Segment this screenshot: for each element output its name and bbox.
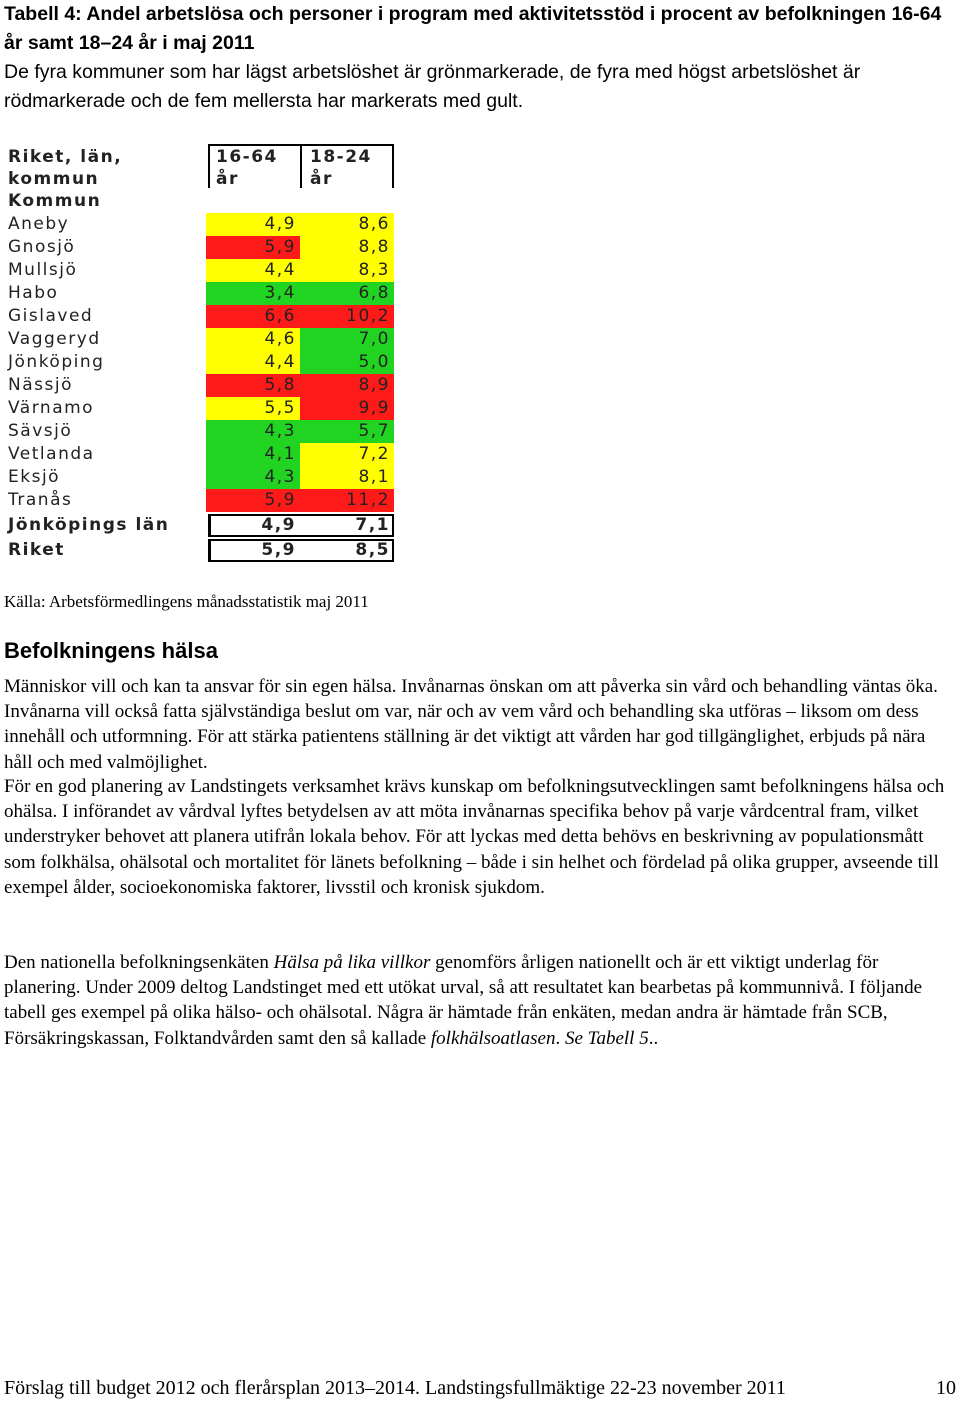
value-18-24: 8,3 (300, 259, 394, 282)
value-18-24: 6,8 (300, 282, 394, 305)
value-18-24: 7,2 (300, 443, 394, 466)
table-row (4, 282, 394, 305)
value-16-64: 5,8 (206, 374, 300, 397)
paragraph-3-part-e: . (555, 1027, 565, 1049)
unemployment-table (4, 144, 394, 562)
summary-16-64: 5,9 (261, 540, 296, 560)
table-caption-description: De fyra kommuner som har lägst arbetslöshet är grönmarkerade, de fyra med högst arbetslöshet är rödmarkerade och de fem mellersta har markerats med gult. (4, 61, 861, 112)
municipality-name: Habo (8, 283, 59, 303)
table-row (4, 443, 394, 466)
municipality-name: Vetlanda (8, 444, 95, 464)
value-18-24: 5,7 (300, 420, 394, 443)
table-row (4, 397, 394, 420)
value-16-64: 4,9 (206, 213, 300, 236)
table-reference: Se Tabell 5 (564, 1027, 649, 1049)
value-16-64: 5,5 (206, 397, 300, 420)
value-16-64: 5,9 (206, 236, 300, 259)
paragraph-3-part-c: genomförs årligen nationellt och är ett viktigt underlag för planering. Under 2009 deltog Landstinget med ett utökat urval, så att resultatet kan bearbetas på kommunnivå. I följande tabell ges exempel på olika hälso- och ohälsotal. Några är hämtade från enkäten, medan andra är hämtade från SCB, Försäkringskassan, Folktandvården samt den så kallade (4, 952, 923, 1049)
page-number: 10 (936, 1377, 956, 1399)
paragraph-1: Människor vill och kan ta ansvar för sin egen hälsa. Invånarnas önskan om att påverka sin vård och behandling väntas öka. Invånarna vill också fatta självständiga beslut om var, när och av vem vård och behandling ska utföras – liksom om dess innehåll och utformning. För att stärka patientens ställning är det viktigt att vården har god tillgänglighet, erbjuds på nära håll och med valmöjlighet. (4, 676, 938, 773)
value-16-64: 4,1 (206, 443, 300, 466)
municipality-name: Gislaved (8, 306, 94, 326)
header-18-24: 18-24 år (310, 147, 372, 189)
value-18-24: 10,2 (300, 305, 394, 328)
survey-name: Hälsa på lika villkor (273, 952, 431, 973)
value-16-64: 4,3 (206, 466, 300, 489)
summary-16-64: 4,9 (261, 515, 296, 535)
table-row (4, 328, 394, 351)
table-row (4, 420, 394, 443)
value-16-64: 3,4 (206, 282, 300, 305)
municipality-name: Gnosjö (8, 237, 76, 257)
value-18-24: 8,6 (300, 213, 394, 236)
value-16-64: 6,6 (206, 305, 300, 328)
section-label: Kommun (8, 191, 102, 211)
footer-text: Förslag till budget 2012 och flerårsplan 2013–2014. Landstingsfullmäktige 22-23 november 2011 (4, 1377, 786, 1399)
value-16-64: 4,6 (206, 328, 300, 351)
value-18-24: 5,0 (300, 351, 394, 374)
table-row (4, 489, 394, 512)
municipality-name: Tranås (8, 490, 73, 510)
summary-row (4, 539, 394, 562)
summary-name: Jönköpings län (8, 515, 170, 535)
table-row (4, 213, 394, 236)
value-16-64: 4,3 (206, 420, 300, 443)
summary-18-24: 8,5 (355, 540, 390, 560)
value-18-24: 7,0 (300, 328, 394, 351)
municipality-name: Mullsjö (8, 260, 78, 280)
table-row (4, 466, 394, 489)
header-16-64: 16-64 år (216, 147, 278, 189)
value-18-24: 11,2 (300, 489, 394, 512)
summary-name: Riket (8, 540, 65, 560)
table-row (4, 259, 394, 282)
table-row (4, 374, 394, 397)
municipality-name: Sävsjö (8, 421, 73, 441)
value-18-24: 8,1 (300, 466, 394, 489)
summary-18-24: 7,1 (355, 515, 390, 535)
paragraph-3-part-a: Den nationella befolkningsenkäten (4, 952, 274, 973)
table-header (4, 144, 394, 190)
summary-row (4, 514, 394, 537)
table-caption-title: Tabell 4: Andel arbetslösa och personer i program med aktivitetsstöd i procent av befolkningen 16-64 år samt 18–24 år i maj 2011 (4, 3, 942, 54)
value-18-24: 8,9 (300, 374, 394, 397)
paragraph-3-part-g: .. (648, 1027, 659, 1049)
value-16-64: 4,4 (206, 259, 300, 282)
section-row (4, 190, 394, 213)
atlas-name: folkhälsoatlasen (430, 1027, 556, 1049)
paragraph-3 (4, 950, 954, 1051)
municipality-name: Vaggeryd (8, 329, 101, 349)
table-row (4, 351, 394, 374)
source-note: Källa: Arbetsförmedlingens månadsstatistik maj 2011 (4, 592, 369, 611)
municipality-name: Aneby (8, 214, 70, 234)
header-region: Riket, län, kommun (8, 147, 123, 189)
municipality-name: Eksjö (8, 467, 61, 487)
value-16-64: 5,9 (206, 489, 300, 512)
page-footer (4, 1376, 956, 1400)
value-16-64: 4,4 (206, 351, 300, 374)
municipality-name: Jönköping (8, 352, 105, 372)
paragraph-2: För en god planering av Landstingets verksamhet krävs kunskap om befolkningsutvecklingen samt befolkningens hälsa och ohälsa. I införandet av vårdval lyftes betydelsen av att möta invånarnas specifika behov på varje vårdcentral fram, vilket understryker behovet att planera utifrån lokala behov. För att lyckas med detta behövs en beskrivning av populationsmått som folkhälsa, ohälsotal och mortalitet för länets befolkning – både i sin helhet och fördelad på olika grupper, avseende till exempel ålder, socioekonomiska faktorer, livsstil och kronisk sjukdom. (4, 776, 945, 898)
value-18-24: 8,8 (300, 236, 394, 259)
value-18-24: 9,9 (300, 397, 394, 420)
municipality-name: Värnamo (8, 398, 95, 418)
table-row (4, 236, 394, 259)
municipality-name: Nässjö (8, 375, 73, 395)
table-summary (4, 514, 394, 562)
table-row (4, 305, 394, 328)
table-body (4, 213, 394, 512)
section-heading: Befolkningens hälsa (4, 638, 218, 663)
